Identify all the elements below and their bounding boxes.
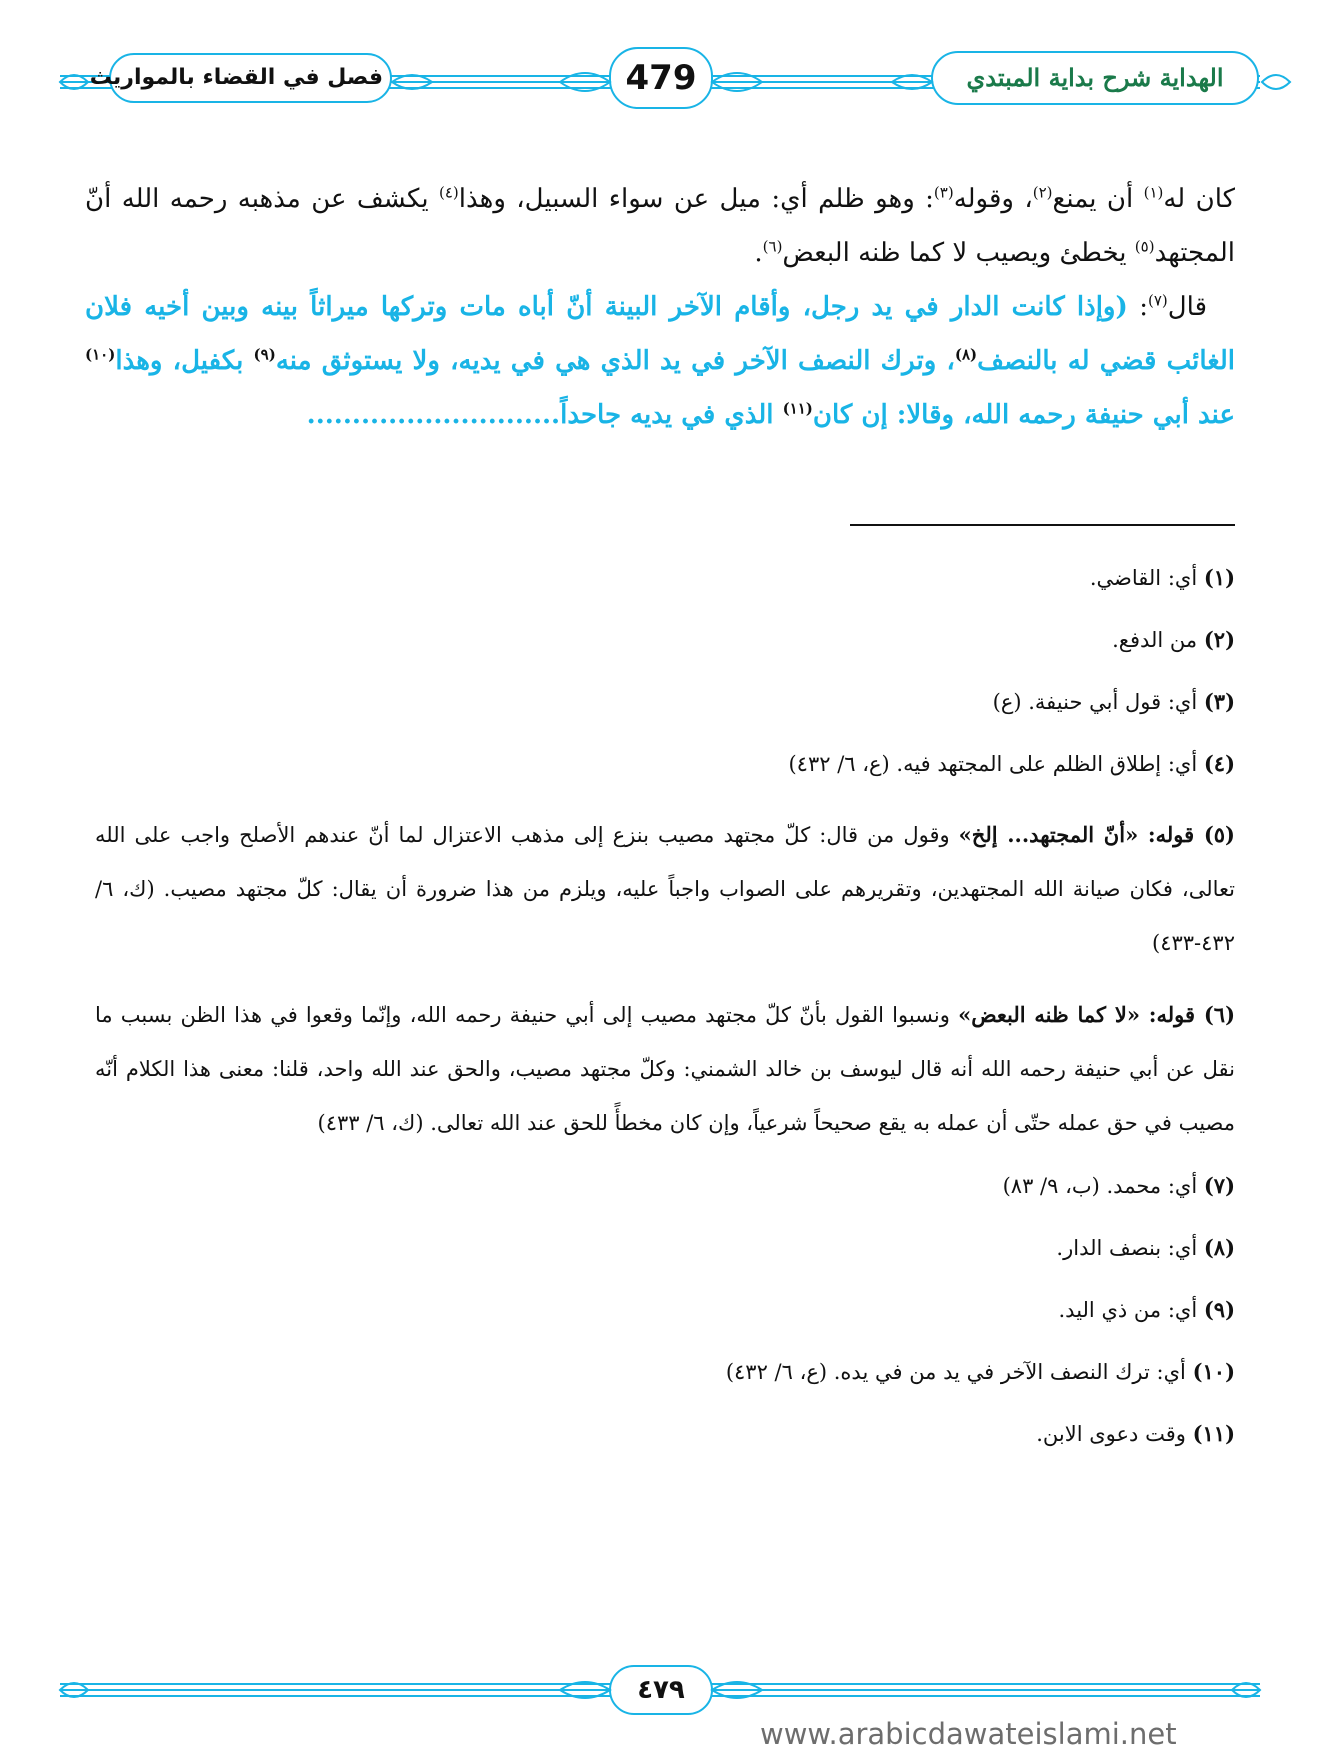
footnotes bbox=[95, 560, 1235, 1478]
footnote-text: أي: إطلاق الظلم على المجتهد فيه. (ع، ٦/ ٤٣٢) bbox=[788, 752, 1204, 776]
footnote-number: (٦) bbox=[1203, 1002, 1235, 1027]
footnote-text: أي: بنصف الدار. bbox=[1056, 1236, 1204, 1260]
footnote-text: أي: محمد. (ب، ٩/ ٨٣) bbox=[1002, 1174, 1204, 1198]
footnote-7 bbox=[95, 1168, 1235, 1204]
footnote-ref: (٢) bbox=[1032, 183, 1053, 202]
website-watermark: www.arabicdawateislami.net bbox=[760, 1717, 1177, 1751]
footnote-text: أي: قول أبي حنيفة. (ع) bbox=[992, 690, 1204, 714]
footnote-3 bbox=[95, 684, 1235, 720]
text-run: كان له bbox=[1163, 184, 1235, 214]
footnote-number: (١١) bbox=[1192, 1421, 1235, 1446]
footnote-text: من الدفع. bbox=[1112, 628, 1204, 652]
footnote-1 bbox=[95, 560, 1235, 596]
footnote-ref: (٦) bbox=[762, 237, 783, 256]
footnote-ref: (٧) bbox=[1147, 291, 1168, 310]
matn-text: الذي في يديه جاحداً bbox=[560, 400, 783, 430]
text-run: . bbox=[754, 238, 763, 268]
footnote-number: (١٠) bbox=[1192, 1359, 1235, 1384]
footnote-6 bbox=[95, 988, 1235, 1150]
footnote-11 bbox=[95, 1416, 1235, 1452]
footnote-number: (٣) bbox=[1203, 689, 1235, 714]
book-title: الهداية شرح بداية المبتدي bbox=[966, 63, 1224, 92]
footnote-ref: (٣) bbox=[933, 183, 954, 202]
footnote-number: (٧) bbox=[1203, 1173, 1235, 1198]
footnote-text: أي: من ذي اليد. bbox=[1058, 1298, 1204, 1322]
footnote-ref: (١١) bbox=[782, 399, 813, 418]
matn-text: (وإذا كانت الدار في يد رجل، وأقام الآخر البينة أنّ أباه مات وتركها ميراثاً بينه وبين أخيه فلان الغائب قضي له بالنصف bbox=[85, 292, 1235, 376]
footnote-5 bbox=[95, 808, 1235, 970]
chapter-title: فصل في القضاء بالمواريث bbox=[89, 65, 383, 90]
header-page-number: 479 bbox=[625, 58, 697, 98]
footer-page-number: ٤٧٩ bbox=[637, 1675, 685, 1705]
footnote-10 bbox=[95, 1354, 1235, 1390]
footnote-ref: (٥) bbox=[1134, 237, 1155, 256]
footnote-number: (٩) bbox=[1203, 1297, 1235, 1322]
footnote-lemma: قوله: «لا كما ظنه البعض» bbox=[958, 1002, 1204, 1027]
footnote-number: (١) bbox=[1203, 565, 1235, 590]
matn-text: عند أبي حنيفة رحمه الله، وقالا: إن كان bbox=[812, 400, 1235, 430]
continuation-dots: ............................ bbox=[306, 400, 561, 430]
footnote-8 bbox=[95, 1230, 1235, 1266]
footnote-text: وقت دعوى الابن. bbox=[1036, 1422, 1193, 1446]
footnote-number: (٤) bbox=[1203, 751, 1235, 776]
footnote-ref: (٤) bbox=[438, 183, 459, 202]
matn-paragraph bbox=[85, 280, 1235, 442]
text-run: : bbox=[1127, 292, 1148, 322]
text-run: ، وقوله bbox=[953, 184, 1033, 214]
footnote-ref: (٨) bbox=[954, 345, 978, 364]
footnote-text: أي: ترك النصف الآخر في يد من في يده. (ع، ٦/ ٤٣٢) bbox=[725, 1360, 1193, 1384]
footnote-2 bbox=[95, 622, 1235, 658]
text-run: أن يمنع bbox=[1052, 184, 1144, 214]
footnote-lemma: قوله: «أنّ المجتهد... إلخ» bbox=[958, 822, 1204, 847]
footnote-ref: (١) bbox=[1143, 183, 1164, 202]
text-run: يكشف عن مذهبه رحمه الله أنّ المجتهد bbox=[85, 184, 1235, 268]
matn-text: ، وترك النصف الآخر في يد الذي هي في يديه، ولا يستوثق منه bbox=[275, 346, 955, 376]
footnote-ref: (١٠) bbox=[85, 345, 116, 364]
text-run: : وهو ظلم أي: ميل عن سواء السبيل، وهذا bbox=[458, 184, 934, 214]
matn-text: بكفيل، وهذا bbox=[115, 346, 254, 376]
footnote-text: ونسبوا القول بأنّ كلّ مجتهد مصيب إلى أبي حنيفة رحمه الله، وإنّما وقعوا في هذا الظن بسبب ما نقل عن أبي حنيفة رحمه الله أنه قال ليوسف بن خالد الشمني: وكلّ مجتهد مصيب، والحق عند الله واحد، قلنا: معنى هذا الكلام أنّه مصيب في حق عمله حتّى أن عمله به يقع صحيحاً شرعياً، وإن كان مخطأً للحق عند الله تعالى. (ك، ٦/ ٤٣٣) bbox=[95, 1003, 1235, 1135]
footnote-4 bbox=[95, 746, 1235, 782]
footnote-separator bbox=[850, 524, 1235, 526]
page-header bbox=[0, 0, 1319, 170]
commentary-paragraph bbox=[85, 172, 1235, 280]
footnote-9 bbox=[95, 1292, 1235, 1328]
footnote-ref: (٩) bbox=[253, 345, 276, 364]
footnote-text: أي: القاضي. bbox=[1089, 566, 1204, 590]
page-footer bbox=[0, 1660, 1319, 1720]
footnote-text: وقول من قال: كلّ مجتهد مصيب بنزع إلى مذهب الاعتزال لما أنّ عندهم الأصلح واجب على الله تعالى، فكان صيانة الله المجتهدين، وتقريرهم على الصواب واجباً عليه، ويلزم من هذا ضرورة أن يقال: كلّ مجتهد مصيب. (ك، ٦/ ٤٣٢-٤٣٣) bbox=[95, 823, 1235, 955]
main-text bbox=[85, 170, 1235, 442]
footnote-number: (٨) bbox=[1203, 1235, 1235, 1260]
footnote-number: (٥) bbox=[1203, 822, 1235, 847]
footnote-number: (٢) bbox=[1203, 627, 1235, 652]
text-run: يخطئ ويصيب لا كما ظنه البعض bbox=[782, 238, 1135, 268]
text-run: قال bbox=[1167, 292, 1207, 322]
